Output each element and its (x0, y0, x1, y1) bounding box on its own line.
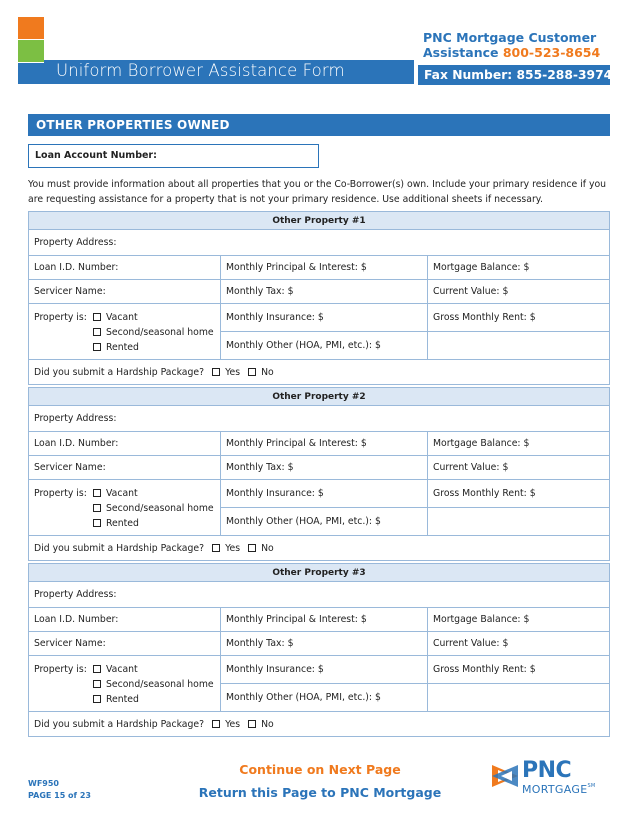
vacant-option[interactable] (93, 488, 138, 499)
mortgage-balance-field[interactable] (428, 256, 609, 279)
insurance-row (221, 304, 609, 331)
property-address-field[interactable] (29, 582, 121, 607)
property-table-2 (28, 387, 610, 561)
mortgage-balance-label: Mortgage Balance: $ (433, 438, 530, 449)
loan-account-label: Loan Account Number: (35, 150, 157, 161)
insurance-row (221, 656, 609, 683)
property-costs (221, 656, 609, 711)
mortgage-balance-label: Mortgage Balance: $ (433, 262, 530, 273)
hardship-row (29, 359, 609, 384)
servicer-name-field[interactable] (29, 632, 221, 655)
mortgage-balance-label: Mortgage Balance: $ (433, 614, 530, 625)
monthly-insurance-field[interactable] (221, 304, 428, 331)
contact-line-1: PNC Mortgage Customer (423, 30, 597, 45)
hardship-label: Did you submit a Hardship Package? (34, 718, 205, 730)
property-status-options (29, 656, 221, 711)
second-home-label: Second/seasonal home (106, 679, 214, 690)
property-is-label: Property is: (34, 664, 87, 675)
checkbox-icon[interactable] (212, 720, 220, 728)
current-value-label: Current Value: $ (433, 638, 509, 649)
second-home-label: Second/seasonal home (106, 327, 214, 338)
servicer-row (29, 631, 609, 655)
hardship-label: Did you submit a Hardship Package? (34, 366, 205, 378)
yes-label: Yes (225, 542, 241, 554)
current-value-field[interactable] (428, 632, 609, 655)
second-home-option[interactable] (93, 503, 214, 514)
checkbox-icon[interactable] (93, 695, 101, 703)
yes-label: Yes (225, 718, 241, 730)
current-value-label: Current Value: $ (433, 462, 509, 473)
loan-id-label: Loan I.D. Number: (34, 438, 119, 449)
checkbox-icon[interactable] (93, 489, 101, 497)
property-is-label: Property is: (34, 312, 87, 323)
checkbox-icon[interactable] (212, 544, 220, 552)
form-id (28, 778, 91, 802)
hardship-question (29, 360, 279, 384)
insurance-row (221, 480, 609, 507)
hardship-no-option[interactable] (248, 719, 274, 730)
gross-rent-label: Gross Monthly Rent: $ (433, 312, 536, 324)
monthly-other-label: Monthly Other (HOA, PMI, etc.): $ (226, 516, 381, 528)
loan-row (29, 431, 609, 455)
monthly-other-field[interactable] (221, 508, 428, 535)
loan-row (29, 255, 609, 279)
monthly-pi-field[interactable] (221, 256, 428, 279)
continue-note: Continue on Next Page (239, 762, 401, 777)
yes-label: Yes (225, 366, 241, 378)
servicer-row (29, 279, 609, 303)
rented-label: Rented (106, 342, 139, 353)
rented-label: Rented (106, 694, 139, 705)
current-value-field[interactable] (428, 280, 609, 303)
servicer-name-label: Servicer Name: (34, 286, 106, 297)
monthly-tax-label: Monthly Tax: $ (226, 286, 294, 297)
property-address-field[interactable] (29, 230, 121, 255)
monthly-insurance-field[interactable] (221, 480, 428, 507)
contact-label: Assistance (423, 45, 499, 60)
monthly-other-field[interactable] (221, 332, 428, 359)
current-value-field[interactable] (428, 456, 609, 479)
servicer-name-field[interactable] (29, 280, 221, 303)
monthly-insurance-field[interactable] (221, 656, 428, 683)
checkbox-icon[interactable] (93, 343, 101, 351)
contact-phone: 800-523-8654 (502, 45, 601, 60)
property-header (29, 388, 609, 405)
monthly-tax-label: Monthly Tax: $ (226, 462, 294, 473)
hardship-no-option[interactable] (248, 543, 274, 554)
vacant-label: Vacant (106, 488, 138, 499)
hardship-question (29, 712, 279, 736)
monthly-pi-label: Monthly Principal & Interest: $ (226, 262, 367, 273)
color-block-green (18, 40, 44, 62)
gross-rent-field[interactable] (428, 304, 609, 331)
rented-option[interactable] (93, 518, 139, 529)
monthly-other-label: Monthly Other (HOA, PMI, etc.): $ (226, 340, 381, 352)
rented-option[interactable] (93, 342, 139, 353)
property-address-row[interactable] (29, 229, 609, 255)
gross-rent-label: Gross Monthly Rent: $ (433, 488, 536, 500)
property-status-options (29, 304, 221, 359)
checkbox-icon[interactable] (93, 504, 101, 512)
other-row (221, 331, 609, 359)
checkbox-icon[interactable] (93, 313, 101, 321)
monthly-tax-label: Monthly Tax: $ (226, 638, 294, 649)
monthly-tax-field[interactable] (221, 456, 428, 479)
contact-info (423, 30, 623, 60)
empty-cell (428, 508, 609, 535)
gross-rent-field[interactable] (428, 480, 609, 507)
hardship-no-option[interactable] (248, 367, 274, 378)
monthly-pi-field[interactable] (221, 608, 428, 631)
monthly-pi-field[interactable] (221, 432, 428, 455)
monthly-insurance-label: Monthly Insurance: $ (226, 312, 324, 324)
pnc-logo-icon (488, 759, 522, 793)
property-status-options (29, 480, 221, 535)
second-home-label: Second/seasonal home (106, 503, 214, 514)
checkbox-icon[interactable] (248, 544, 256, 552)
loan-id-field[interactable] (29, 432, 221, 455)
property-address-row[interactable] (29, 581, 609, 607)
loan-id-label: Loan I.D. Number: (34, 262, 119, 273)
checkbox-icon[interactable] (212, 368, 220, 376)
gross-rent-label: Gross Monthly Rent: $ (433, 664, 536, 676)
contact-line-2 (423, 45, 623, 60)
logo-sub-text: MORTGAGE (522, 783, 588, 796)
property-table-3 (28, 563, 610, 737)
vacant-option[interactable] (93, 312, 138, 323)
gross-rent-field[interactable] (428, 656, 609, 683)
current-value-label: Current Value: $ (433, 286, 509, 297)
servicer-name-label: Servicer Name: (34, 638, 106, 649)
monthly-other-field[interactable] (221, 684, 428, 711)
property-is-label: Property is: (34, 488, 87, 499)
hardship-row (29, 711, 609, 736)
return-note: Return this Page to PNC Mortgage (198, 785, 442, 800)
mortgage-balance-field[interactable] (428, 432, 609, 455)
section-title: OTHER PROPERTIES OWNED (28, 114, 610, 136)
checkbox-icon[interactable] (93, 328, 101, 336)
no-label: No (261, 542, 274, 554)
monthly-tax-field[interactable] (221, 280, 428, 303)
page-number: PAGE 15 of 23 (28, 791, 91, 800)
loan-id-field[interactable] (29, 256, 221, 279)
monthly-tax-field[interactable] (221, 632, 428, 655)
property-address-field[interactable] (29, 406, 121, 431)
property-costs (221, 480, 609, 535)
monthly-other-label: Monthly Other (HOA, PMI, etc.): $ (226, 692, 381, 704)
logo-service-mark: SM (587, 783, 596, 789)
checkbox-icon[interactable] (93, 519, 101, 527)
checkbox-icon[interactable] (93, 665, 101, 673)
property-status-block (29, 303, 609, 359)
form-title: Uniform Borrower Assistance Form (56, 61, 345, 80)
property-address-label: Property Address: (34, 589, 117, 600)
servicer-name-field[interactable] (29, 456, 221, 479)
hardship-row (29, 535, 609, 560)
property-title: Other Property #3 (272, 567, 366, 578)
property-address-row[interactable] (29, 405, 609, 431)
vacant-option[interactable] (93, 664, 138, 675)
monthly-pi-label: Monthly Principal & Interest: $ (226, 438, 367, 449)
hardship-yes-option[interactable] (212, 719, 240, 730)
fax-number: Fax Number: 855-288-3974 (418, 65, 610, 85)
checkbox-icon[interactable] (248, 368, 256, 376)
property-title: Other Property #1 (272, 215, 366, 226)
logo-sub (522, 783, 596, 796)
form-code: WF950 (28, 779, 59, 788)
pnc-mortgage-logo (488, 758, 612, 802)
servicer-name-label: Servicer Name: (34, 462, 106, 473)
monthly-insurance-label: Monthly Insurance: $ (226, 664, 324, 676)
property-address-label: Property Address: (34, 413, 117, 424)
property-status-block (29, 479, 609, 535)
color-block-orange (18, 17, 44, 39)
mortgage-balance-field[interactable] (428, 608, 609, 631)
second-home-option[interactable] (93, 327, 214, 338)
property-status-block (29, 655, 609, 711)
hardship-question (29, 536, 279, 560)
checkbox-icon[interactable] (93, 680, 101, 688)
monthly-pi-label: Monthly Principal & Interest: $ (226, 614, 367, 625)
hardship-yes-option[interactable] (212, 367, 240, 378)
property-address-label: Property Address: (34, 237, 117, 248)
loan-account-number-field[interactable] (28, 144, 319, 168)
hardship-yes-option[interactable] (212, 543, 240, 554)
loan-id-label: Loan I.D. Number: (34, 614, 119, 625)
second-home-option[interactable] (93, 679, 214, 690)
no-label: No (261, 718, 274, 730)
instructions-text: You must provide information about all properties that you or the Co-Borrower(s) own. Include your primary residence if you are requesting assistance for a property that is not your primary residence. Use additional sheets if necessary. (28, 179, 607, 205)
rented-option[interactable] (93, 694, 139, 705)
empty-cell (428, 332, 609, 359)
monthly-insurance-label: Monthly Insurance: $ (226, 488, 324, 500)
property-header (29, 212, 609, 229)
servicer-row (29, 455, 609, 479)
other-row (221, 683, 609, 711)
loan-id-field[interactable] (29, 608, 221, 631)
rented-label: Rented (106, 518, 139, 529)
vacant-label: Vacant (106, 312, 138, 323)
hardship-label: Did you submit a Hardship Package? (34, 542, 205, 554)
empty-cell (428, 684, 609, 711)
vacant-label: Vacant (106, 664, 138, 675)
property-table-1 (28, 211, 610, 385)
property-costs (221, 304, 609, 359)
other-row (221, 507, 609, 535)
loan-row (29, 607, 609, 631)
property-title: Other Property #2 (272, 391, 366, 402)
logo-name: PNC (522, 758, 572, 783)
property-header (29, 564, 609, 581)
no-label: No (261, 366, 274, 378)
checkbox-icon[interactable] (248, 720, 256, 728)
color-block-blue (18, 63, 44, 84)
